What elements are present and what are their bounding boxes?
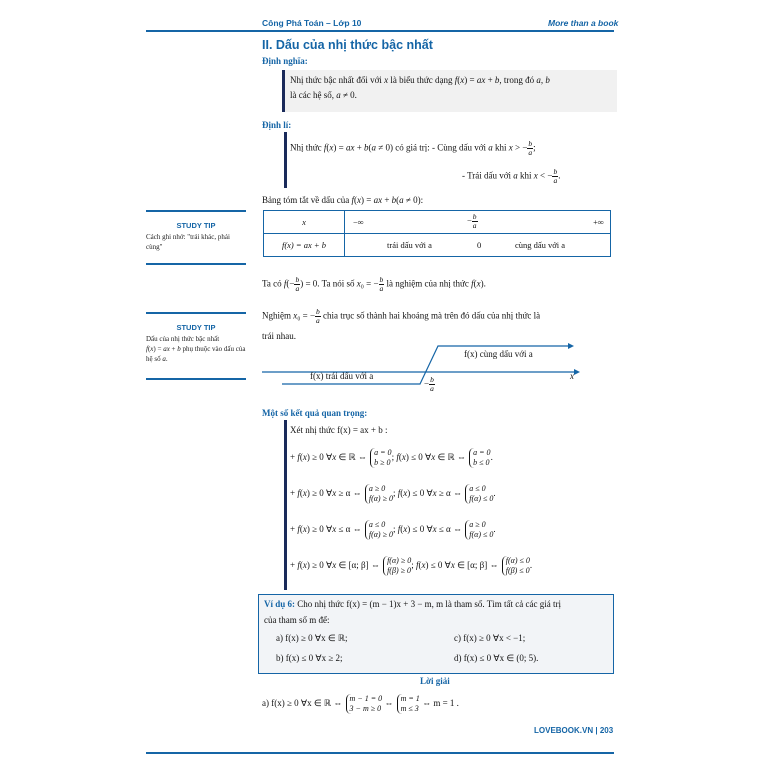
result-2: + f(x) ≥ 0 ∀x ≥ α ⇔ a ≥ 0 f(α) ≥ 0; f(x) ≤ 0 ∀x ≥ α ⇔ a ≤ 0 f(α) ≤ 0. — [290, 484, 496, 503]
footer-rule — [146, 752, 614, 754]
example-part-c: c) f(x) ≥ 0 ∀x < −1; — [454, 633, 526, 643]
theorem-line-2: - Trái dấu với a khi x < − $\frac{b}{a}$ . — [462, 167, 561, 185]
definition-text: Nhị thức bậc nhất đối với x là biểu thức dạng f(x) = ax + b, trong đó a, b là các hệ số, a ≠ 0. — [290, 75, 550, 100]
sign-table-x-row — [345, 211, 611, 234]
sign-table-plus-inf: +∞ — [593, 217, 604, 227]
running-title: Công Phá Toán – Lớp 10 — [262, 18, 362, 28]
sign-table-minus-inf: −∞ — [353, 217, 364, 227]
study-tip-1-bottom-rule — [146, 263, 246, 265]
results-bar — [284, 420, 287, 590]
study-tip-2-top-rule — [146, 312, 246, 314]
sign-table-x-label: x — [264, 211, 345, 234]
solution-heading: Lời giải — [420, 676, 450, 686]
diagram-axis-label: x — [570, 371, 574, 381]
study-tip-2-bottom-rule — [146, 378, 246, 380]
theorem-line-1: Nhị thức f(x) = ax + b(a ≠ 0) có giá trị: - Cùng dấu với a khi x > − $\frac{b}{a}$ ; — [290, 139, 536, 157]
split-text-end: trái nhau. — [262, 331, 296, 341]
solution-line: a) f(x) ≥ 0 ∀x ∈ ℝ ⇔ m − 1 = 0 3 − m ≥ 0 ⇔ m = 1 m ≤ 3 ⇔ m = 1 . — [262, 694, 459, 713]
sign-table-row-label: f(x) = ax + b — [264, 234, 345, 257]
study-tip-2-title: STUDY TIP — [176, 323, 216, 332]
footer-page: 203 — [599, 726, 614, 735]
study-tip-1-title: STUDY TIP — [176, 221, 216, 230]
theorem-bar — [284, 132, 287, 188]
header-rule — [146, 30, 614, 32]
example-part-d: d) f(x) ≤ 0 ∀x ∈ (0; 5). — [454, 653, 539, 663]
results-heading: Một số kết quả quan trọng: — [262, 408, 368, 418]
result-4: + f(x) ≥ 0 ∀x ∈ [α; β] ⇔ f(α) ≥ 0 f(β) ≥ 0; f(x) ≤ 0 ∀x ∈ [α; β] ⇔ f(α) ≤ 0 f(β) ≤ 0. — [290, 556, 533, 575]
results-intro: Xét nhị thức f(x) = ax + b : — [290, 425, 388, 435]
study-tip-2-body: Dấu của nhị thức bậc nhất f(x) = ax + b phụ thuộc vào dấu của hệ số a. — [146, 335, 246, 363]
example-text-2: của tham số m để: — [264, 615, 330, 625]
result-1: + f(x) ≥ 0 ∀x ∈ ℝ ⇔ a = 0 b ≥ 0; f(x) ≤ 0 ∀x ∈ ℝ ⇔ a = 0 b ≤ 0. — [290, 448, 493, 467]
split-text: Nghiệm x₀ = − $\frac{b}{a}$ chia trục số thành hai khoảng mà trên đó dấu của nhị thức là — [262, 307, 541, 325]
example-part-a: a) f(x) ≥ 0 ∀x ∈ ℝ; — [276, 633, 348, 643]
study-tip-1-body: Cách ghi nhớ: "trái khác, phải cùng" — [146, 233, 230, 251]
sign-table-root: − $\frac{b}{a}$ — [467, 212, 477, 230]
definition-heading: Định nghĩa: — [262, 56, 308, 66]
section-title: II. Dấu của nhị thức bậc nhất — [262, 38, 433, 52]
sign-table-left-sign: trái dấu với a — [387, 240, 432, 250]
sign-table-sign-row — [345, 234, 611, 257]
diagram-root-label: − $\frac{b}{a}$ — [424, 375, 434, 393]
result-3: + f(x) ≥ 0 ∀x ≤ α ⇔ a ≤ 0 f(α) ≥ 0; f(x) ≤ 0 ∀x ≤ α ⇔ a ≥ 0 f(α) ≤ 0. — [290, 520, 496, 539]
sign-table-zero: 0 — [477, 240, 482, 250]
example-text: Ví dụ 6: Cho nhị thức f(x) = (m − 1)x + 3 − m, m là tham số. Tìm tất cả các giá trị — [264, 599, 561, 609]
axis-arrow — [574, 369, 580, 375]
example-part-b: b) f(x) ≤ 0 ∀x ≥ 2; — [276, 653, 343, 663]
step-arrow — [568, 343, 574, 349]
root-text: Ta có f(− $\frac{b}{a}$ ) = 0. Ta nói số x₀ = − $\frac{b}{a}$ là nghiệm của nhị thức f(x). — [262, 275, 486, 293]
theorem-heading: Định lí: — [262, 120, 292, 130]
diagram-lower-label: f(x) trái dấu với a — [310, 371, 374, 381]
footer: LOVEBOOK.VN | 203 — [534, 726, 614, 735]
study-tip-1-top-rule — [146, 210, 246, 212]
footer-site: LOVEBOOK.VN — [534, 726, 594, 735]
sign-table — [263, 210, 611, 257]
sign-table-right-sign: cùng dấu với a — [515, 240, 566, 250]
running-slogan: More than a book — [548, 18, 619, 28]
table-intro: Bảng tóm tắt về dấu của f(x) = ax + b(a ≠ 0): — [262, 195, 424, 205]
diagram-upper-label: f(x) cùng dấu với a — [464, 349, 533, 359]
